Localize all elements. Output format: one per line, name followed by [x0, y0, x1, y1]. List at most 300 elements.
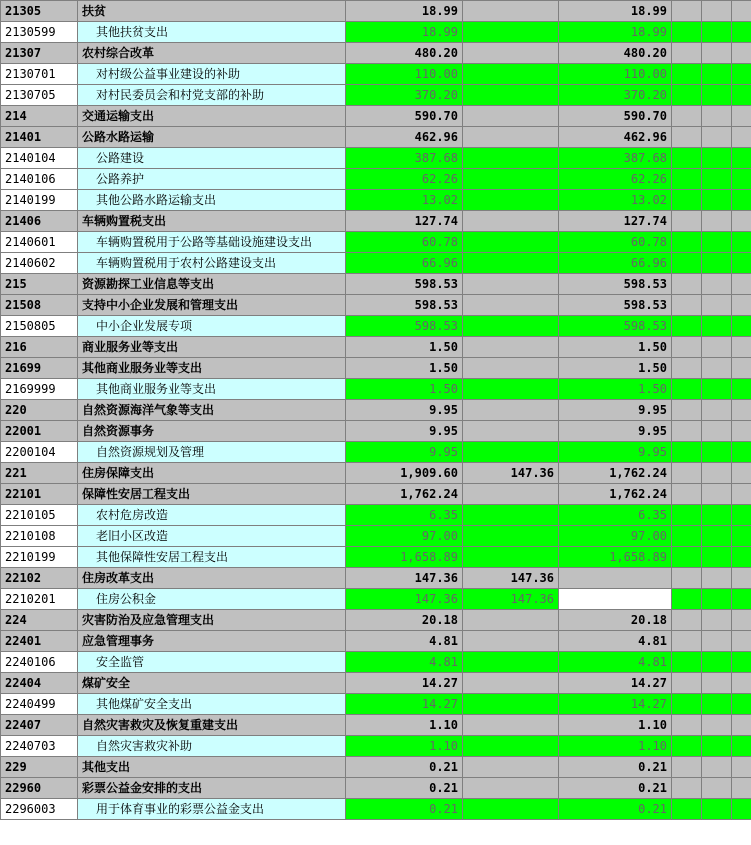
basic-expense-cell[interactable]: [463, 148, 559, 169]
name-cell[interactable]: 车辆购置税支出: [78, 211, 346, 232]
empty-cell[interactable]: [702, 526, 732, 547]
name-cell[interactable]: 车辆购置税用于农村公路建设支出: [78, 253, 346, 274]
empty-cell[interactable]: [702, 106, 732, 127]
empty-cell[interactable]: [732, 127, 751, 148]
project-expense-cell[interactable]: 480.20: [559, 43, 672, 64]
empty-cell[interactable]: [732, 316, 751, 337]
code-cell[interactable]: 2240106: [1, 652, 78, 673]
name-cell[interactable]: 老旧小区改造: [78, 526, 346, 547]
basic-expense-cell[interactable]: [463, 316, 559, 337]
basic-expense-cell[interactable]: [463, 526, 559, 547]
project-expense-cell[interactable]: 590.70: [559, 106, 672, 127]
name-cell[interactable]: 商业服务业等支出: [78, 337, 346, 358]
empty-cell[interactable]: [732, 484, 751, 505]
empty-cell[interactable]: [702, 400, 732, 421]
empty-cell[interactable]: [702, 64, 732, 85]
total-cell[interactable]: 1.10: [346, 736, 463, 757]
basic-expense-cell[interactable]: 147.36: [463, 589, 559, 610]
project-expense-cell[interactable]: 462.96: [559, 127, 672, 148]
total-cell[interactable]: 387.68: [346, 148, 463, 169]
code-cell[interactable]: 21699: [1, 358, 78, 379]
name-cell[interactable]: 扶贫: [78, 1, 346, 22]
empty-cell[interactable]: [732, 673, 751, 694]
project-expense-cell[interactable]: 60.78: [559, 232, 672, 253]
total-cell[interactable]: 1.10: [346, 715, 463, 736]
name-cell[interactable]: 公路养护: [78, 169, 346, 190]
basic-expense-cell[interactable]: [463, 379, 559, 400]
total-cell[interactable]: 1.50: [346, 379, 463, 400]
empty-cell[interactable]: [732, 421, 751, 442]
empty-cell[interactable]: [672, 169, 702, 190]
name-cell[interactable]: 自然资源规划及管理: [78, 442, 346, 463]
basic-expense-cell[interactable]: [463, 85, 559, 106]
project-expense-cell[interactable]: 1.50: [559, 358, 672, 379]
empty-cell[interactable]: [732, 799, 751, 820]
name-cell[interactable]: 其他商业服务业等支出: [78, 358, 346, 379]
total-cell[interactable]: 1,909.60: [346, 463, 463, 484]
empty-cell[interactable]: [732, 757, 751, 778]
code-cell[interactable]: 2210201: [1, 589, 78, 610]
project-expense-cell[interactable]: 598.53: [559, 274, 672, 295]
total-cell[interactable]: 127.74: [346, 211, 463, 232]
project-expense-cell[interactable]: 9.95: [559, 442, 672, 463]
project-expense-cell[interactable]: 0.21: [559, 757, 672, 778]
empty-cell[interactable]: [732, 169, 751, 190]
code-cell[interactable]: 216: [1, 337, 78, 358]
empty-cell[interactable]: [672, 64, 702, 85]
code-cell[interactable]: 2210108: [1, 526, 78, 547]
total-cell[interactable]: 62.26: [346, 169, 463, 190]
basic-expense-cell[interactable]: [463, 358, 559, 379]
empty-cell[interactable]: [672, 463, 702, 484]
code-cell[interactable]: 2150805: [1, 316, 78, 337]
code-cell[interactable]: 21307: [1, 43, 78, 64]
name-cell[interactable]: 灾害防治及应急管理支出: [78, 610, 346, 631]
code-cell[interactable]: 2130599: [1, 22, 78, 43]
total-cell[interactable]: 4.81: [346, 652, 463, 673]
total-cell[interactable]: 66.96: [346, 253, 463, 274]
code-cell[interactable]: 2296003: [1, 799, 78, 820]
empty-cell[interactable]: [702, 715, 732, 736]
empty-cell[interactable]: [702, 232, 732, 253]
total-cell[interactable]: 14.27: [346, 694, 463, 715]
name-cell[interactable]: 住房改革支出: [78, 568, 346, 589]
empty-cell[interactable]: [672, 190, 702, 211]
basic-expense-cell[interactable]: [463, 799, 559, 820]
empty-cell[interactable]: [672, 715, 702, 736]
empty-cell[interactable]: [702, 799, 732, 820]
project-expense-cell[interactable]: 1.10: [559, 736, 672, 757]
project-expense-cell[interactable]: 1.50: [559, 337, 672, 358]
basic-expense-cell[interactable]: [463, 400, 559, 421]
basic-expense-cell[interactable]: [463, 211, 559, 232]
total-cell[interactable]: 9.95: [346, 442, 463, 463]
basic-expense-cell[interactable]: [463, 421, 559, 442]
basic-expense-cell[interactable]: [463, 106, 559, 127]
code-cell[interactable]: 2200104: [1, 442, 78, 463]
empty-cell[interactable]: [672, 484, 702, 505]
name-cell[interactable]: 自然灾害救灾及恢复重建支出: [78, 715, 346, 736]
code-cell[interactable]: 2169999: [1, 379, 78, 400]
empty-cell[interactable]: [732, 148, 751, 169]
name-cell[interactable]: 资源勘探工业信息等支出: [78, 274, 346, 295]
total-cell[interactable]: 598.53: [346, 316, 463, 337]
empty-cell[interactable]: [702, 778, 732, 799]
empty-cell[interactable]: [672, 253, 702, 274]
name-cell[interactable]: 自然资源海洋气象等支出: [78, 400, 346, 421]
name-cell[interactable]: 其他公路水路运输支出: [78, 190, 346, 211]
total-cell[interactable]: 147.36: [346, 568, 463, 589]
empty-cell[interactable]: [672, 316, 702, 337]
total-cell[interactable]: 6.35: [346, 505, 463, 526]
project-expense-cell[interactable]: 9.95: [559, 400, 672, 421]
empty-cell[interactable]: [702, 316, 732, 337]
project-expense-cell[interactable]: 1,762.24: [559, 484, 672, 505]
code-cell[interactable]: 21508: [1, 295, 78, 316]
empty-cell[interactable]: [702, 631, 732, 652]
empty-cell[interactable]: [702, 211, 732, 232]
project-expense-cell[interactable]: 1,762.24: [559, 463, 672, 484]
code-cell[interactable]: 22960: [1, 778, 78, 799]
basic-expense-cell[interactable]: [463, 1, 559, 22]
empty-cell[interactable]: [672, 799, 702, 820]
empty-cell[interactable]: [672, 526, 702, 547]
empty-cell[interactable]: [732, 43, 751, 64]
basic-expense-cell[interactable]: [463, 190, 559, 211]
empty-cell[interactable]: [702, 295, 732, 316]
empty-cell[interactable]: [672, 547, 702, 568]
name-cell[interactable]: 支持中小企业发展和管理支出: [78, 295, 346, 316]
code-cell[interactable]: 22102: [1, 568, 78, 589]
name-cell[interactable]: 自然灾害救灾补助: [78, 736, 346, 757]
project-expense-cell[interactable]: 62.26: [559, 169, 672, 190]
name-cell[interactable]: 交通运输支出: [78, 106, 346, 127]
empty-cell[interactable]: [672, 127, 702, 148]
empty-cell[interactable]: [702, 85, 732, 106]
empty-cell[interactable]: [672, 778, 702, 799]
empty-cell[interactable]: [672, 274, 702, 295]
basic-expense-cell[interactable]: [463, 652, 559, 673]
empty-cell[interactable]: [672, 694, 702, 715]
name-cell[interactable]: 住房保障支出: [78, 463, 346, 484]
name-cell[interactable]: 其他支出: [78, 757, 346, 778]
project-expense-cell[interactable]: 370.20: [559, 85, 672, 106]
name-cell[interactable]: 用于体育事业的彩票公益金支出: [78, 799, 346, 820]
empty-cell[interactable]: [672, 400, 702, 421]
empty-cell[interactable]: [672, 211, 702, 232]
code-cell[interactable]: 221: [1, 463, 78, 484]
empty-cell[interactable]: [702, 568, 732, 589]
empty-cell[interactable]: [672, 442, 702, 463]
empty-cell[interactable]: [702, 274, 732, 295]
basic-expense-cell[interactable]: [463, 253, 559, 274]
basic-expense-cell[interactable]: [463, 22, 559, 43]
empty-cell[interactable]: [732, 190, 751, 211]
basic-expense-cell[interactable]: [463, 631, 559, 652]
empty-cell[interactable]: [702, 421, 732, 442]
empty-cell[interactable]: [732, 610, 751, 631]
project-expense-cell[interactable]: 598.53: [559, 316, 672, 337]
total-cell[interactable]: 147.36: [346, 589, 463, 610]
total-cell[interactable]: 480.20: [346, 43, 463, 64]
empty-cell[interactable]: [702, 190, 732, 211]
name-cell[interactable]: 安全监管: [78, 652, 346, 673]
project-expense-cell[interactable]: 0.21: [559, 799, 672, 820]
empty-cell[interactable]: [732, 568, 751, 589]
total-cell[interactable]: 0.21: [346, 799, 463, 820]
name-cell[interactable]: 保障性安居工程支出: [78, 484, 346, 505]
empty-cell[interactable]: [732, 736, 751, 757]
empty-cell[interactable]: [702, 505, 732, 526]
empty-cell[interactable]: [672, 106, 702, 127]
empty-cell[interactable]: [672, 148, 702, 169]
empty-cell[interactable]: [672, 85, 702, 106]
code-cell[interactable]: 2140106: [1, 169, 78, 190]
empty-cell[interactable]: [702, 442, 732, 463]
empty-cell[interactable]: [732, 295, 751, 316]
empty-cell[interactable]: [732, 22, 751, 43]
code-cell[interactable]: 2140104: [1, 148, 78, 169]
total-cell[interactable]: 1.50: [346, 337, 463, 358]
empty-cell[interactable]: [672, 22, 702, 43]
empty-cell[interactable]: [672, 631, 702, 652]
name-cell[interactable]: 应急管理事务: [78, 631, 346, 652]
empty-cell[interactable]: [672, 757, 702, 778]
total-cell[interactable]: 9.95: [346, 421, 463, 442]
basic-expense-cell[interactable]: [463, 547, 559, 568]
project-expense-cell[interactable]: 1.50: [559, 379, 672, 400]
total-cell[interactable]: 4.81: [346, 631, 463, 652]
code-cell[interactable]: 21401: [1, 127, 78, 148]
empty-cell[interactable]: [702, 127, 732, 148]
empty-cell[interactable]: [732, 253, 751, 274]
basic-expense-cell[interactable]: [463, 778, 559, 799]
basic-expense-cell[interactable]: [463, 127, 559, 148]
empty-cell[interactable]: [732, 442, 751, 463]
project-expense-cell[interactable]: [559, 589, 672, 610]
empty-cell[interactable]: [732, 400, 751, 421]
total-cell[interactable]: 18.99: [346, 1, 463, 22]
empty-cell[interactable]: [672, 337, 702, 358]
empty-cell[interactable]: [732, 526, 751, 547]
name-cell[interactable]: 中小企业发展专项: [78, 316, 346, 337]
empty-cell[interactable]: [732, 652, 751, 673]
total-cell[interactable]: 1,658.89: [346, 547, 463, 568]
empty-cell[interactable]: [702, 169, 732, 190]
name-cell[interactable]: 彩票公益金安排的支出: [78, 778, 346, 799]
empty-cell[interactable]: [732, 232, 751, 253]
basic-expense-cell[interactable]: [463, 169, 559, 190]
name-cell[interactable]: 其他保障性安居工程支出: [78, 547, 346, 568]
project-expense-cell[interactable]: 14.27: [559, 694, 672, 715]
total-cell[interactable]: 110.00: [346, 64, 463, 85]
code-cell[interactable]: 224: [1, 610, 78, 631]
code-cell[interactable]: 2130701: [1, 64, 78, 85]
empty-cell[interactable]: [732, 505, 751, 526]
basic-expense-cell[interactable]: 147.36: [463, 463, 559, 484]
project-expense-cell[interactable]: 14.27: [559, 673, 672, 694]
empty-cell[interactable]: [702, 22, 732, 43]
empty-cell[interactable]: [732, 778, 751, 799]
project-expense-cell[interactable]: 97.00: [559, 526, 672, 547]
basic-expense-cell[interactable]: [463, 694, 559, 715]
basic-expense-cell[interactable]: [463, 505, 559, 526]
empty-cell[interactable]: [702, 652, 732, 673]
empty-cell[interactable]: [672, 358, 702, 379]
empty-cell[interactable]: [702, 736, 732, 757]
name-cell[interactable]: 住房公积金: [78, 589, 346, 610]
code-cell[interactable]: 229: [1, 757, 78, 778]
project-expense-cell[interactable]: 1.10: [559, 715, 672, 736]
code-cell[interactable]: 22101: [1, 484, 78, 505]
project-expense-cell[interactable]: 4.81: [559, 652, 672, 673]
empty-cell[interactable]: [672, 652, 702, 673]
code-cell[interactable]: 2210105: [1, 505, 78, 526]
project-expense-cell[interactable]: 9.95: [559, 421, 672, 442]
empty-cell[interactable]: [672, 505, 702, 526]
name-cell[interactable]: 自然资源事务: [78, 421, 346, 442]
empty-cell[interactable]: [672, 421, 702, 442]
name-cell[interactable]: 车辆购置税用于公路等基础设施建设支出: [78, 232, 346, 253]
total-cell[interactable]: 1.50: [346, 358, 463, 379]
code-cell[interactable]: 22404: [1, 673, 78, 694]
total-cell[interactable]: 598.53: [346, 295, 463, 316]
basic-expense-cell[interactable]: [463, 295, 559, 316]
name-cell[interactable]: 对村级公益事业建设的补助: [78, 64, 346, 85]
empty-cell[interactable]: [732, 64, 751, 85]
empty-cell[interactable]: [702, 379, 732, 400]
total-cell[interactable]: 60.78: [346, 232, 463, 253]
empty-cell[interactable]: [702, 1, 732, 22]
empty-cell[interactable]: [672, 673, 702, 694]
project-expense-cell[interactable]: 6.35: [559, 505, 672, 526]
empty-cell[interactable]: [672, 232, 702, 253]
empty-cell[interactable]: [732, 1, 751, 22]
basic-expense-cell[interactable]: [463, 43, 559, 64]
empty-cell[interactable]: [672, 1, 702, 22]
empty-cell[interactable]: [702, 484, 732, 505]
empty-cell[interactable]: [702, 610, 732, 631]
code-cell[interactable]: 21406: [1, 211, 78, 232]
code-cell[interactable]: 2240703: [1, 736, 78, 757]
name-cell[interactable]: 其他扶贫支出: [78, 22, 346, 43]
basic-expense-cell[interactable]: 147.36: [463, 568, 559, 589]
empty-cell[interactable]: [732, 631, 751, 652]
total-cell[interactable]: 97.00: [346, 526, 463, 547]
name-cell[interactable]: 公路建设: [78, 148, 346, 169]
empty-cell[interactable]: [672, 589, 702, 610]
basic-expense-cell[interactable]: [463, 673, 559, 694]
total-cell[interactable]: 370.20: [346, 85, 463, 106]
project-expense-cell[interactable]: 13.02: [559, 190, 672, 211]
code-cell[interactable]: 2130705: [1, 85, 78, 106]
empty-cell[interactable]: [732, 106, 751, 127]
empty-cell[interactable]: [672, 295, 702, 316]
total-cell[interactable]: 9.95: [346, 400, 463, 421]
empty-cell[interactable]: [732, 358, 751, 379]
empty-cell[interactable]: [732, 211, 751, 232]
project-expense-cell[interactable]: 387.68: [559, 148, 672, 169]
empty-cell[interactable]: [702, 337, 732, 358]
total-cell[interactable]: 0.21: [346, 757, 463, 778]
project-expense-cell[interactable]: 1,658.89: [559, 547, 672, 568]
basic-expense-cell[interactable]: [463, 232, 559, 253]
project-expense-cell[interactable]: 4.81: [559, 631, 672, 652]
empty-cell[interactable]: [672, 568, 702, 589]
total-cell[interactable]: 1,762.24: [346, 484, 463, 505]
total-cell[interactable]: 13.02: [346, 190, 463, 211]
name-cell[interactable]: 农村危房改造: [78, 505, 346, 526]
project-expense-cell[interactable]: 598.53: [559, 295, 672, 316]
code-cell[interactable]: 22407: [1, 715, 78, 736]
project-expense-cell[interactable]: 127.74: [559, 211, 672, 232]
project-expense-cell[interactable]: 0.21: [559, 778, 672, 799]
empty-cell[interactable]: [732, 547, 751, 568]
code-cell[interactable]: 22001: [1, 421, 78, 442]
project-expense-cell[interactable]: 18.99: [559, 22, 672, 43]
empty-cell[interactable]: [702, 253, 732, 274]
basic-expense-cell[interactable]: [463, 337, 559, 358]
code-cell[interactable]: 214: [1, 106, 78, 127]
empty-cell[interactable]: [732, 85, 751, 106]
empty-cell[interactable]: [732, 337, 751, 358]
total-cell[interactable]: 590.70: [346, 106, 463, 127]
empty-cell[interactable]: [702, 463, 732, 484]
total-cell[interactable]: 20.18: [346, 610, 463, 631]
empty-cell[interactable]: [672, 610, 702, 631]
basic-expense-cell[interactable]: [463, 736, 559, 757]
empty-cell[interactable]: [702, 673, 732, 694]
code-cell[interactable]: 2240499: [1, 694, 78, 715]
code-cell[interactable]: 215: [1, 274, 78, 295]
code-cell[interactable]: 2140602: [1, 253, 78, 274]
basic-expense-cell[interactable]: [463, 484, 559, 505]
empty-cell[interactable]: [672, 736, 702, 757]
basic-expense-cell[interactable]: [463, 610, 559, 631]
total-cell[interactable]: 0.21: [346, 778, 463, 799]
code-cell[interactable]: 220: [1, 400, 78, 421]
code-cell[interactable]: 2210199: [1, 547, 78, 568]
name-cell[interactable]: 对村民委员会和村党支部的补助: [78, 85, 346, 106]
project-expense-cell[interactable]: [559, 568, 672, 589]
project-expense-cell[interactable]: 20.18: [559, 610, 672, 631]
project-expense-cell[interactable]: 110.00: [559, 64, 672, 85]
empty-cell[interactable]: [702, 148, 732, 169]
empty-cell[interactable]: [732, 589, 751, 610]
name-cell[interactable]: 其他煤矿安全支出: [78, 694, 346, 715]
name-cell[interactable]: 农村综合改革: [78, 43, 346, 64]
basic-expense-cell[interactable]: [463, 64, 559, 85]
empty-cell[interactable]: [702, 547, 732, 568]
empty-cell[interactable]: [732, 694, 751, 715]
empty-cell[interactable]: [732, 379, 751, 400]
empty-cell[interactable]: [732, 274, 751, 295]
project-expense-cell[interactable]: 66.96: [559, 253, 672, 274]
empty-cell[interactable]: [702, 358, 732, 379]
empty-cell[interactable]: [702, 589, 732, 610]
empty-cell[interactable]: [672, 379, 702, 400]
name-cell[interactable]: 其他商业服务业等支出: [78, 379, 346, 400]
total-cell[interactable]: 462.96: [346, 127, 463, 148]
empty-cell[interactable]: [732, 463, 751, 484]
code-cell[interactable]: 2140601: [1, 232, 78, 253]
code-cell[interactable]: 21305: [1, 1, 78, 22]
name-cell[interactable]: 煤矿安全: [78, 673, 346, 694]
basic-expense-cell[interactable]: [463, 442, 559, 463]
empty-cell[interactable]: [672, 43, 702, 64]
name-cell[interactable]: 公路水路运输: [78, 127, 346, 148]
total-cell[interactable]: 18.99: [346, 22, 463, 43]
